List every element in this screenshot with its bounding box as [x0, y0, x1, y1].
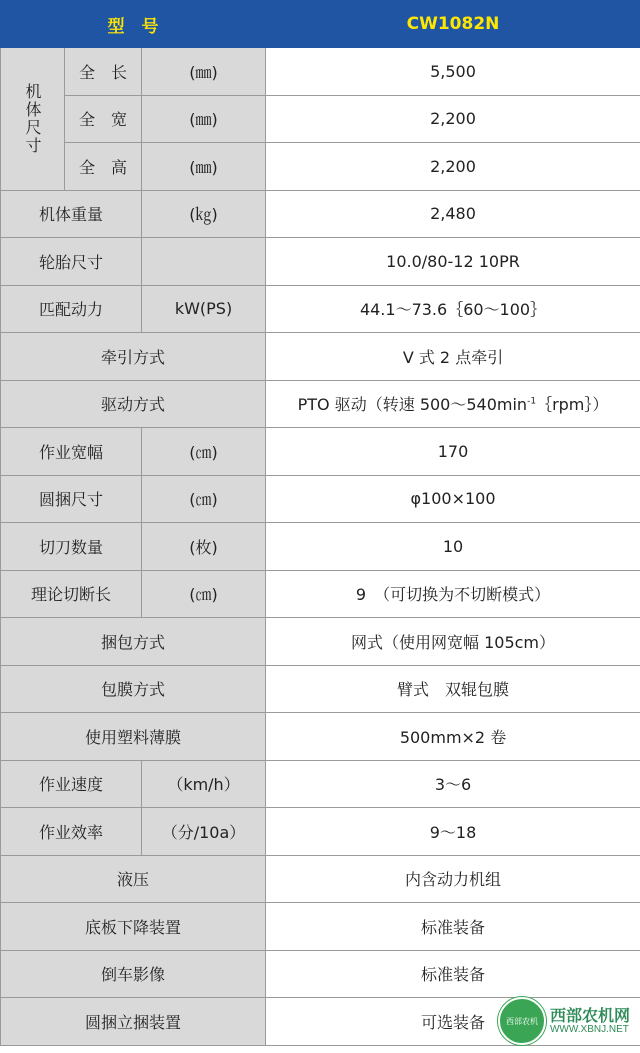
floor-lower-value: 标准装备 [266, 903, 640, 951]
power-label: 匹配动力 [1, 285, 142, 333]
table-row [1, 808, 640, 856]
cut-length-label: 理论切断长 [1, 570, 142, 618]
table-row [1, 143, 640, 191]
speed-label: 作业速度 [1, 760, 142, 808]
tire-unit [142, 238, 266, 286]
model-value: CW1082N [266, 1, 640, 48]
power-value: 44.1～73.6｛60～100｝ [266, 285, 640, 333]
work-width-unit: (㎝) [142, 428, 266, 476]
table-row [1, 523, 640, 571]
weight-label: 机体重量 [1, 190, 142, 238]
dimensions-group-label: 机体尺寸 [1, 48, 65, 191]
drive-value [266, 380, 640, 428]
tire-value: 10.0/80-12 10PR [266, 238, 640, 286]
efficiency-label: 作业效率 [1, 808, 142, 856]
baling-value: 网式（使用网宽幅 105cm） [266, 618, 640, 666]
width-unit: (㎜) [142, 95, 266, 143]
watermark-title: 西部农机网 [549, 1005, 630, 1025]
power-unit: kW(PS) [142, 285, 266, 333]
hydraulic-label: 液压 [1, 855, 266, 903]
efficiency-unit: （分/10a） [142, 808, 266, 856]
table-row [1, 238, 640, 286]
blades-value: 10 [266, 523, 640, 571]
efficiency-value: 9～18 [266, 808, 640, 856]
drive-value-exponent: -1 [527, 396, 537, 407]
length-value: 5,500 [266, 48, 640, 96]
length-label: 全 长 [65, 48, 142, 96]
table-row [1, 618, 640, 666]
speed-unit: （km/h） [142, 760, 266, 808]
bale-size-label: 圆捆尺寸 [1, 475, 142, 523]
cut-length-unit: (㎝) [142, 570, 266, 618]
table-row [1, 95, 640, 143]
reverse-camera-label: 倒车影像 [1, 950, 266, 998]
table-row [1, 190, 640, 238]
drive-label: 驱动方式 [1, 380, 266, 428]
cut-length-value: 9 （可切换为不切断模式） [266, 570, 640, 618]
table-row [1, 333, 640, 381]
watermark-url: WWW.XBNJ.NET [549, 1024, 629, 1036]
work-width-label: 作业宽幅 [1, 428, 142, 476]
work-width-value: 170 [266, 428, 640, 476]
height-unit: (㎜) [142, 143, 266, 191]
table-row [1, 855, 640, 903]
tire-label: 轮胎尺寸 [1, 238, 142, 286]
weight-unit: (㎏) [142, 190, 266, 238]
wrapping-value: 臂式 双辊包膜 [266, 665, 640, 713]
table-row [1, 475, 640, 523]
header-row [1, 1, 640, 48]
film-label: 使用塑料薄膜 [1, 713, 266, 761]
width-value: 2,200 [266, 95, 640, 143]
drive-value-rpm: ｛rpm｝） [536, 395, 609, 415]
bale-stand-value: 可选装备 [266, 998, 640, 1046]
table-row [1, 665, 640, 713]
speed-value: 3～6 [266, 760, 640, 808]
floor-lower-label: 底板下降装置 [1, 903, 266, 951]
bale-stand-label: 圆捆立捆装置 [1, 998, 266, 1046]
traction-label: 牵引方式 [1, 333, 266, 381]
blades-unit: (枚) [142, 523, 266, 571]
wrapping-label: 包膜方式 [1, 665, 266, 713]
table-row [1, 713, 640, 761]
traction-value: V 式 2 点牵引 [266, 333, 640, 381]
blades-label: 切刀数量 [1, 523, 142, 571]
watermark [498, 997, 630, 1045]
width-label: 全 宽 [65, 95, 142, 143]
bale-size-unit: (㎝) [142, 475, 266, 523]
bale-size-value: φ100×100 [266, 475, 640, 523]
table-row [1, 380, 640, 428]
baling-label: 捆包方式 [1, 618, 266, 666]
reverse-camera-value: 标准装备 [266, 950, 640, 998]
table-row [1, 903, 640, 951]
length-unit: (㎜) [142, 48, 266, 96]
drive-value-main: PTO 驱动（转速 500～540min [297, 395, 528, 415]
hydraulic-value: 内含动力机组 [266, 855, 640, 903]
table-row [1, 48, 640, 96]
table-row [1, 950, 640, 998]
watermark-logo-icon: 西部农机 [498, 997, 546, 1045]
table-row [1, 760, 640, 808]
model-label: 型 号 [1, 1, 266, 48]
table-row [1, 570, 640, 618]
table-row [1, 285, 640, 333]
table-row [1, 428, 640, 476]
weight-value: 2,480 [266, 190, 640, 238]
height-label: 全 高 [65, 143, 142, 191]
height-value: 2,200 [266, 143, 640, 191]
film-value: 500mm×2 卷 [266, 713, 640, 761]
